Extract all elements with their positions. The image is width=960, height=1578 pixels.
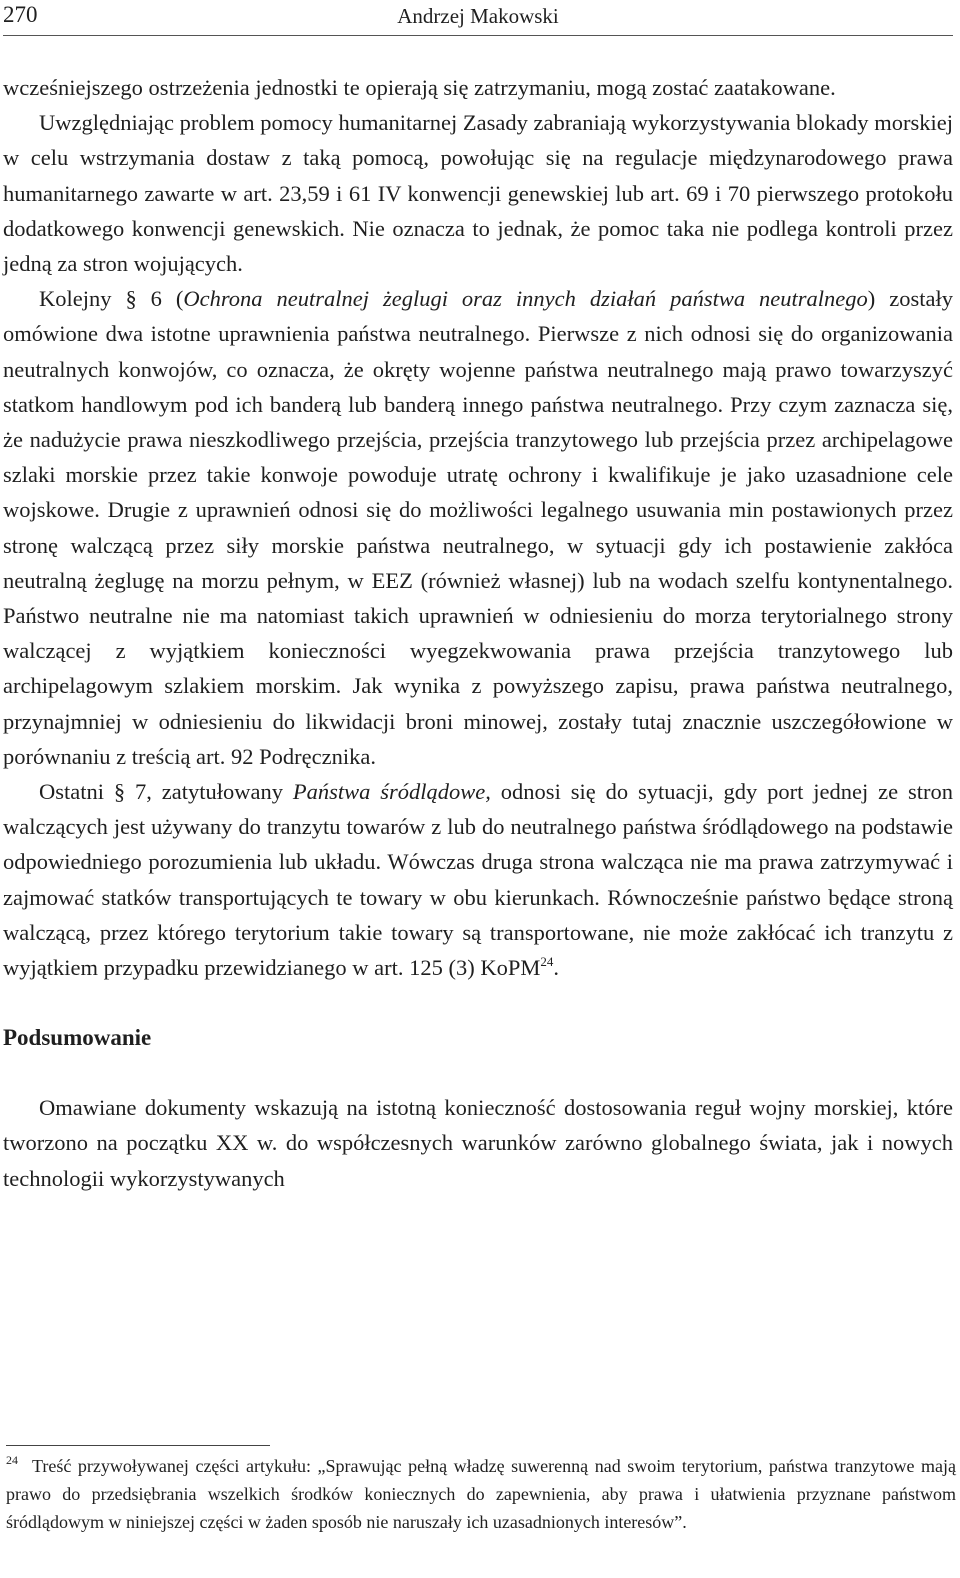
- footnote-text: Treść przywoływanej części artykułu: „Sprawując pełną władzę suwerenną nad swoim terytorium, państwa tranzytowe mają prawo do przedsiębrania wszelkich środków koniecznych do zapewnienia, aby prawa i ułatwienia przyznane państwom śródlądowym w niniejszej części w żaden sposób nie naruszały ich uzasadnionych interesów”.: [6, 1456, 956, 1532]
- section-heading: Podsumowanie: [3, 1025, 152, 1051]
- paragraph-3: [3, 281, 953, 774]
- page-header: [3, 0, 953, 34]
- header-rule: [3, 35, 953, 36]
- footnote-reference[interactable]: 24: [540, 954, 554, 970]
- paragraph-4: [3, 774, 953, 985]
- paragraph-5: Omawiane dokumenty wskazują na istotną konieczność dostosowania reguł wojny morskiej, które tworzono na początku XX w. do współczesnych warunków zarówno globalnego świata, jak i nowych technologii wykorzystywanych: [3, 1095, 953, 1191]
- paragraph-2: Uwzględniając problem pomocy humanitarnej Zasady zabraniają wykorzystywania blokady morskiej w celu wstrzymania dostaw z taką pomocą, powołując się na regulacje międzynarodowego prawa humanitarnego zawarte w art. 23,59 i 61 IV konwencji genewskiej lub art. 69 i 70 pierwszego protokołu dodatkowego konwencji genewskich. Nie oznacza to jednak, że pomoc taka nie podlega kontroli przez jedną za stron wojujących.: [3, 110, 953, 277]
- section-spacer: [3, 985, 953, 1020]
- paragraph-3-start: Kolejny § 6 (: [39, 286, 184, 312]
- paragraph-4-rest: odnosi się do sytuacji, gdy port jednej ze stron walczących jest używany do tranzytu towarów z lub do neutralnego państwa śródlądowego na podstawie odpowiedniego porozumienia lub układu. Wówczas druga strona walcząca nie ma prawa zatrzymywać i zajmować statków transportujących te towary w obu kierunkach. Równocześnie państwo będące stroną walczącą, przez którego terytorium takie towary są transportowane, nie może zakłócać ich tranzytu z wyjątkiem przypadku przewidzianego w art. 125 (3) KoPM: [3, 779, 953, 981]
- body-text: [3, 70, 953, 1196]
- section-spacer-2: [3, 1055, 953, 1090]
- paragraph-4-end: .: [553, 955, 559, 981]
- paragraph-4-start: Ostatni § 7, zatytułowany: [39, 779, 293, 805]
- paragraph-1: wcześniejszego ostrzeżenia jednostki te opierają się zatrzymaniu, mogą zostać zaatakowane.: [3, 75, 836, 100]
- paragraph-4-italic-title: Państwa śródlądowe,: [292, 779, 491, 805]
- footnote-rule: [6, 1445, 270, 1446]
- paragraph-3-italic-title: Ochrona neutralnej żeglugi oraz innych działań państwa neutralnego: [183, 286, 868, 312]
- page: [3, 0, 956, 1532]
- footnote-mark: 24: [6, 1453, 18, 1467]
- paragraph-3-rest: ) zostały omówione dwa istotne uprawnienia państwa neutralnego. Pierwsze z nich odnosi się do organizowania neutralnych konwojów, co oznacza, że okręty wojenne państwa neutralnego mają prawo towarzyszyć statkom handlowym pod ich banderą lub banderą innego państwa neutralnego. Przy czym zaznacza się, że nadużycie prawa nieszkodliwego przejścia, przejścia tranzytowego lub przejścia przez archipelagowe szlaki morskie przez takie konwoje powoduje utratę ochrony i kwalifikuje je jako uzasadnione cele wojskowe. Drugie z uprawnień odnosi się do możliwości legalnego usuwania min postawionych przez stronę walczącą przez siły morskie państwa neutralnego, w sytuacji gdy ich postawienie zakłóca neutralną żeglugę na morzu pełnym, w EEZ (również własnej) lub na wodach szelfu kontynentalnego. Państwo neutralne nie ma natomiast takich uprawnień w odniesieniu do morza terytorialnego strony walczącej z wyjątkiem konieczności wyegzekwowania prawa przejścia tranzytowego lub archipelagowym szlakiem morskim. Jak wynika z powyższego zapisu, prawa państwa neutralnego, przynajmniej w odniesieniu do likwidacji broni minowej, zostały tutaj znacznie uszczegółowione w porównaniu z treścią art. 92 Podręcznika.: [3, 286, 953, 769]
- footnote-text-block: [6, 1452, 956, 1536]
- running-head: Andrzej Makowski: [397, 4, 559, 28]
- footnote: [6, 1452, 956, 1536]
- page-number: 270: [3, 2, 38, 27]
